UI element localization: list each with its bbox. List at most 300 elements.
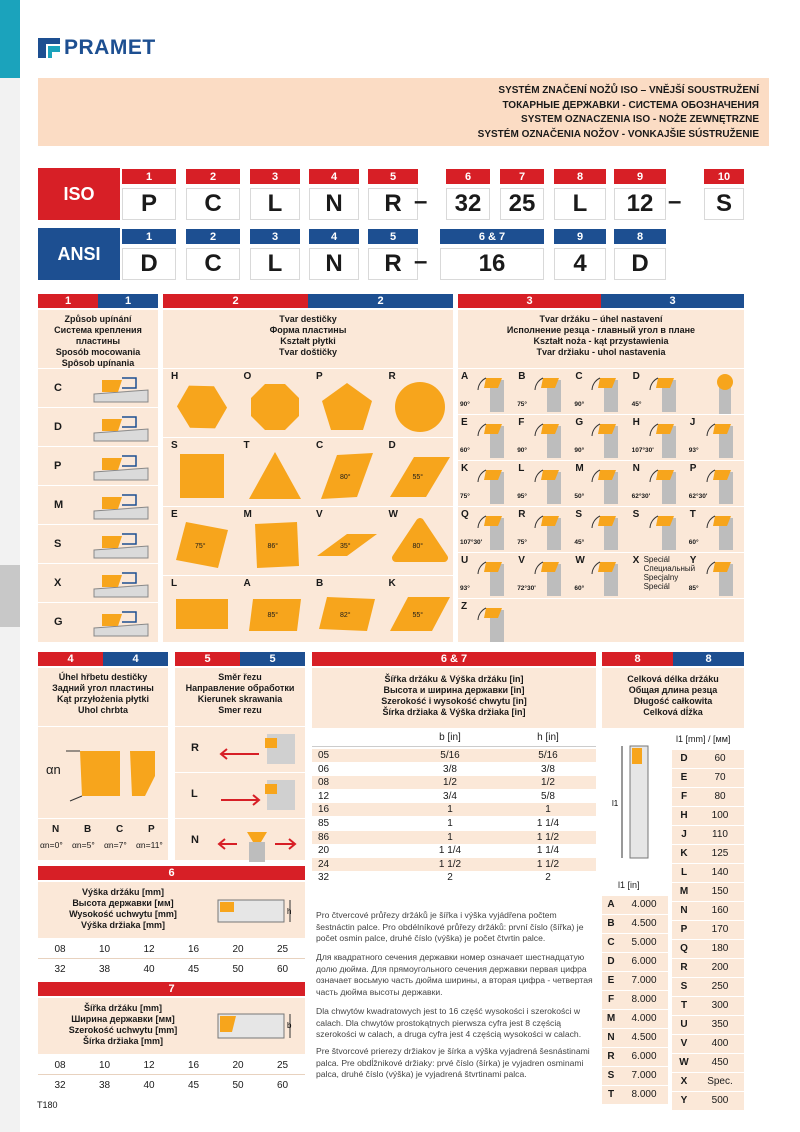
inch-b-20: 1 1/4 [438,845,462,857]
inch-b-05: 5/16 [440,750,460,761]
holder-style-angle-R: 75° [517,539,528,546]
holder-style-Y-icon [701,556,741,596]
ansi-code-6: 16 [440,248,544,280]
s6-value-25: 60 [276,964,289,975]
iso-num-4: 4 [309,169,359,184]
ansi-dash: – [414,248,428,275]
inch-h-05: 5/16 [538,750,558,761]
clamp-X-icon [92,567,150,599]
s67-title-ru: Высота и ширина державки [in] [383,685,525,695]
insert-shape-P-icon [316,380,378,434]
insert-shape-code-M: M [243,509,252,520]
length-in-code-C: C [607,937,615,948]
inch-b-85: 1 [447,818,453,829]
section-4-iso-num: 4 [38,652,103,666]
s1-title-cz: Způsob upínání [64,314,132,324]
inch-b-06: 3/8 [443,763,457,775]
iso-num-5: 5 [368,169,418,184]
holder-style-M-icon [586,464,626,504]
insert-shape-angle-C: 80° [340,474,351,481]
section-7-header [38,982,305,996]
holder-style-T-icon [701,510,741,550]
inch-h-06: 3/8 [541,763,555,775]
s6-code-16: 16 [187,944,200,955]
section-5-header [175,652,305,666]
length-in-code-S: S [607,1070,615,1081]
length-in-code-A: A [607,899,615,910]
title-sk: SYSTÉM OZNAČENIA NOŽOV - VONKAJŠIE SÚSTRUŽENIE [477,128,759,140]
holder-style-code-U: U [461,555,469,566]
section-4-panel [38,668,168,860]
length-in-value-E: 7.000 [631,975,657,986]
holder-style-angle-G: 90° [574,447,585,454]
section-5-panel [175,668,305,860]
length-mm-value-D: 60 [714,753,726,764]
holder-style-U-icon [472,556,512,596]
iso-num-3: 3 [250,169,300,184]
section-4-ansi-num: 4 [103,652,168,666]
cut-direction-code-L: L [191,788,198,800]
s7-value-16: 45 [187,1080,200,1091]
section-2-iso-num: 2 [163,294,308,308]
length-in-value-N: 4.500 [631,1032,657,1043]
length-mm-value-H: 100 [711,810,729,821]
inch-code-08: 08 [318,777,330,789]
holder-style-angle-U: 93° [460,585,470,592]
s67-title-pl: Szerokość i wysokość chwytu [in] [381,696,527,706]
inch-h-24: 1 1/2 [536,858,560,870]
section-1-header [38,294,158,308]
brand-name: PRAMET [64,36,156,59]
iso-code-3: L [250,188,300,220]
inch-h-20: 1 1/4 [536,845,560,857]
holder-style-code-W: W [575,555,585,566]
title-cz: SYSTÉM ZNAČENÍ NOŽŮ ISO – VNĚJŠÍ SOUSTRUŽENÍ [498,85,759,96]
holder-style-code-S-2: S [632,509,640,520]
ansi-num-4: 4 [309,229,359,244]
s6-code-12: 12 [143,944,155,955]
iso-num-2: 2 [186,169,240,184]
s4-title-pl: Kąt przyłożenia płytki [56,694,150,704]
s6-title-cz: Výška držáku [mm] [81,887,165,897]
inch-b-86: 1 [447,831,453,843]
s8-title-cz: Celková délka držáku [627,674,719,684]
insert-shape-code-H: H [171,371,179,382]
length-mm-code-R: R [680,962,688,973]
holder-style-K-icon [472,464,512,504]
s7-code-16: 16 [187,1060,200,1071]
clearance-angle-P: αn=11° [136,840,163,850]
holder-style-S-icon [586,510,626,550]
insert-shape-code-A: A [243,578,251,589]
holder-style-code-P: P [689,463,697,474]
holder-length-figure [602,732,672,872]
length-mm-code-Q: Q [680,943,688,954]
insert-shape-T-icon [244,449,306,503]
pramet-logo-icon [38,38,60,58]
holder-style-code-Z: Z [461,601,468,612]
ansi-code-1: D [122,248,176,280]
holder-style-round-icon [711,372,741,414]
clamp-S-icon [92,528,150,560]
s3-title-cz: Tvar držáku – úhel nastavení [539,314,663,324]
inch-b-12: 3/4 [443,790,457,802]
insert-shape-code-T: T [243,440,250,451]
length-mm-value-T: 300 [711,1000,729,1011]
s6-value-16: 45 [187,964,200,975]
length-mm-value-K: 125 [711,848,729,859]
holder-style-angle-J: 93° [688,447,699,454]
iso-num-9: 9 [614,169,666,184]
clearance-angle-icon [60,746,160,806]
s3-title-ru: Исполнение резца - главный угол в плане [506,325,696,335]
insert-shape-code-W: W [388,509,398,520]
holder-style-C-icon [586,372,626,412]
holder-style-angle-C: 90° [574,401,585,408]
s8-title-ru: Общая длина резца [628,685,718,695]
s1-title-pl: Sposób mocowania [55,347,141,357]
insert-shape-R-icon [389,380,451,434]
l1-in-header: l1 [in] [618,880,640,890]
holder-style-J-icon [701,418,741,458]
holder-style-angle-H: 107°30' [631,447,654,454]
clearance-code-C: C [116,824,124,835]
insert-shape-angle-M: 86° [267,543,279,550]
iso-code-8: L [554,188,606,220]
side-tab-accent [0,0,20,78]
title-ru: ТОКАРНЫЕ ДЕРЖАВКИ - СИСТЕМА ОБОЗНАЧЕНИЯ [502,99,759,111]
insert-shape-O-icon [244,380,306,434]
clamp-code-C: C [54,382,62,394]
s7-title-ru: Ширина державки [мм] [71,1014,175,1024]
ansi-num-5: 5 [368,229,418,244]
holder-style-angle-T: 60° [688,539,699,546]
s5-title-ru: Направление обработки [185,683,295,693]
section-8-iso-num: 8 [602,652,673,666]
s8-title-pl: Długość całkowita [633,696,713,706]
section-3-iso-num: 3 [458,294,601,308]
inch-h-32: 2 [545,872,551,884]
holder-style-code-L: L [518,463,525,474]
ansi-num-3: 3 [250,229,300,244]
holder-style-G-icon [586,418,626,458]
s1-title-sk: Spôsob upínania [61,358,135,368]
side-tab-strip [0,0,20,1132]
length-mm-value-W: 450 [711,1057,729,1068]
insert-shape-code-C: C [316,440,324,451]
s7-code-08: 08 [54,1060,66,1071]
holder-style-D-icon [644,372,684,412]
length-mm-value-P: 170 [711,924,729,935]
s6-value-20: 50 [232,964,244,975]
holder-style-angle-L: 95° [517,493,528,500]
s3-title-pl: Kształt noża - kąt przystawienia [533,336,669,346]
inch-h-16: 1 [545,804,551,816]
length-in-value-T: 8.000 [631,1089,657,1100]
section-67-header [312,652,596,666]
iso-code-4: N [309,188,359,220]
holder-style-angle-A: 90° [460,401,470,408]
holder-style-code-S: S [575,509,583,520]
section-4-header [38,652,168,666]
clamp-code-P: P [54,460,62,472]
iso-code-6: 32 [446,188,490,220]
length-in-value-C: 5.000 [631,937,657,948]
length-mm-code-P: P [680,924,688,935]
s5-title-pl: Kierunek skrawania [197,694,283,704]
s7-value-25: 60 [276,1080,289,1091]
holder-style-angle-S: 45° [574,539,585,546]
s4-title-cz: Úhel hřbetu destičky [58,672,148,682]
length-mm-code-T: T [680,1000,688,1011]
clamp-P-icon [92,450,150,482]
holder-style-code-D: D [632,371,640,382]
insert-shape-angle-K: 55° [412,612,424,619]
inch-col-h: h [in] [537,732,559,743]
s6-title-pl: Wysokość uchwytu [mm] [69,909,177,919]
length-mm-value-Y: 500 [711,1095,729,1106]
clamp-G-icon [92,606,150,638]
section-7-num: 7 [38,982,305,996]
holder-width-icon [216,1006,296,1046]
holder-style-angle-Q: 107°30' [460,539,483,546]
s7-title-sk: Šírka držiaka [mm] [82,1036,164,1046]
iso-code-7: 25 [500,188,544,220]
holder-style-code-Q: Q [461,509,469,520]
holder-style-code-A: A [461,371,469,382]
length-mm-code-J: J [681,829,687,840]
insert-shape-code-B: B [316,578,324,589]
iso-label: ISO [38,168,120,220]
iso-code-10: S [704,188,744,220]
title-box [38,78,769,146]
section-67-panel [312,668,596,728]
s7-code-12: 12 [143,1060,155,1071]
length-mm-code-L: L [680,867,688,878]
iso-dash-2: – [668,188,682,215]
holder-style-B-icon [529,372,569,412]
ansi-code-8: D [614,248,666,280]
length-mm-code-W: W [679,1057,689,1068]
inch-note-2: Dla chwytów kwadratowych jest to 16 część wysokości i szerokości w calach. Dla chwytów prostokątnych pierwsza cyfra jest 8 częścią szerokości w calach, a druga cyfra jest 4 częścią wysokości w calach. [316,1006,582,1039]
length-mm-value-L: 140 [711,867,729,878]
ansi-num-2: 2 [186,229,240,244]
clamp-code-S: S [54,538,62,550]
length-in-value-B: 4.500 [631,918,657,929]
holder-style-angle-N: 62°30' [631,493,651,500]
holder-style-angle-D: 45° [631,401,642,408]
insert-shape-code-O: O [243,371,252,382]
iso-num-7: 7 [500,169,544,184]
inch-b-16: 1 [447,804,453,816]
inch-code-12: 12 [318,790,330,802]
clearance-code-B: B [84,824,92,835]
section-1-iso-num: 1 [38,294,98,308]
length-mm-value-N: 160 [711,905,729,916]
holder-style-code-T: T [689,509,696,520]
inch-h-08: 1/2 [541,777,555,789]
s6-code-10: 10 [98,944,111,955]
length-mm-code-U: U [680,1019,688,1030]
holder-style-S-icon [644,510,684,550]
ansi-code-5: R [368,248,418,280]
s8-title-sk: Celková dĺžka [643,707,703,717]
s6-code-25: 25 [276,944,289,955]
section-6-num: 6 [38,866,305,880]
section-3-header [458,294,744,308]
insert-shape-L-icon [171,587,233,641]
length-in-value-A: 4.000 [631,899,657,910]
iso-code-2: C [186,188,240,220]
s7-title-cz: Šířka držáku [mm] [83,1003,163,1013]
length-mm-value-M: 150 [711,886,729,897]
s7-title-pl: Szerokość uchwytu [mm] [68,1025,178,1035]
s6-value-12: 40 [143,964,155,975]
length-mm-value-X: Spec. [707,1076,733,1087]
inch-note-0: Pro čtvercové průřezy držáků je šířka i výška vyjádřena počtem šestnáctin palce. Pro obdélníkové průřezy držáků: první číslo (šířka) je počet osmin palce, druhé číslo (výška) je počet čtvrtin palce. [316,910,584,943]
length-mm-value-E: 70 [714,772,726,783]
length-mm-code-F: F [680,791,688,802]
length-in-value-R: 6.000 [631,1051,657,1062]
s2-title-pl: Kształt płytki [280,336,336,346]
length-mm-value-F: 80 [714,791,726,802]
holder-style-angle-F: 90° [517,447,528,454]
clearance-angle-C: αn=7° [104,840,127,850]
section-3-panel [458,310,744,642]
s67-title-sk: Šírka držiaka & Výška držiaka [in] [382,707,526,717]
holder-style-R-icon [529,510,569,550]
length-mm-code-M: M [679,886,689,897]
section-67-num: 6 & 7 [312,652,596,666]
length-in-code-M: M [606,1013,616,1024]
clamp-code-M: M [54,499,64,511]
insert-shape-code-L: L [171,578,178,589]
page-number: T180 [37,1100,58,1110]
s6-code-20: 20 [232,944,244,955]
insert-shape-code-R: R [388,371,396,382]
inch-code-20: 20 [318,845,330,857]
iso-dash-1: – [414,188,428,215]
inch-h-12: 5/8 [541,790,555,802]
length-in-code-F: F [607,994,615,1005]
length-mm-value-J: 110 [712,829,728,840]
s2-title-ru: Форма пластины [269,325,347,335]
x-special-0: Speciál [643,555,670,564]
ansi-code-3: L [250,248,300,280]
s7-value-20: 50 [232,1080,244,1091]
ansi-num-6: 6 & 7 [440,229,544,244]
s7-code-25: 25 [276,1060,289,1071]
holder-style-code-B: B [518,371,526,382]
section-6-panel [38,882,305,938]
x-special-3: Speciál [643,582,670,591]
cut-direction-L-icon [215,776,299,816]
length-mm-code-D: D [680,753,688,764]
s6-code-08: 08 [54,944,66,955]
length-in-value-D: 6.000 [631,956,657,967]
clamp-code-D: D [54,421,62,433]
section-8-header [602,652,744,666]
section-5-iso-num: 5 [175,652,240,666]
inch-code-86: 86 [318,831,330,843]
title-pl: SYSTEM OZNACZENIA ISO - NOŻE ZEWNĘTRZNE [521,114,759,125]
insert-shape-angle-B: 82° [340,612,351,619]
ansi-num-8: 8 [614,229,666,244]
insert-shape-S-icon [171,449,233,503]
holder-style-code-R: R [518,509,526,520]
inch-code-32: 32 [318,872,330,884]
iso-num-10: 10 [704,169,744,184]
holder-style-x-special [644,555,694,591]
section-3-ansi-num: 3 [601,294,744,308]
insert-shape-angle-V: 35° [340,543,351,550]
s3-title-sk: Tvar držiaku - uhol nastavenia [536,347,666,357]
holder-height-icon [216,894,296,928]
clearance-angle-N: αn=0° [40,840,63,850]
inch-b-32: 2 [447,872,453,884]
s2-title-cz: Tvar destičky [279,314,337,324]
section-1-panel [38,310,158,642]
length-mm-code-V: V [680,1038,688,1049]
holder-style-code-F: F [518,417,525,428]
insert-shape-code-E: E [171,509,178,520]
length-in-code-T: T [607,1089,615,1100]
holder-style-F-icon [529,418,569,458]
inch-note-3: Pre štvorcové prierezy držiakov je šírka a výška vyjadrená šesnástinami palca. Pre obdĺžnikové držiaky: prvé číslo (šírka) je vyjadren osminami palca, druhé číslo (výška) je vyjadrená štvrtinami palca. [316,1046,590,1079]
holder-style-angle-Y: 85° [688,585,699,592]
iso-code-9: 12 [614,188,666,220]
s67-title-cz: Šířka držáku & Výška držáku [in] [384,674,524,684]
holder-style-code-J: J [689,417,696,428]
holder-style-angle-P: 62°30' [688,493,708,500]
ansi-code-2: C [186,248,240,280]
cut-direction-R-icon [215,730,299,770]
ansi-num-7: 9 [554,229,606,244]
length-mm-value-U: 350 [711,1019,729,1030]
s6-value-08: 32 [54,964,66,975]
iso-code-1: P [122,188,176,220]
holder-style-code-C: C [575,371,583,382]
inch-code-05: 05 [318,750,330,761]
length-mm-code-N: N [680,905,688,916]
iso-num-6: 6 [446,169,490,184]
iso-num-8: 8 [554,169,606,184]
holder-style-E-icon [472,418,512,458]
inch-b-24: 1 1/2 [438,858,462,870]
clearance-code-N: N [52,824,60,835]
length-mm-value-V: 400 [711,1038,729,1049]
holder-style-L-icon [529,464,569,504]
side-tab-marker [0,565,20,627]
clamp-D-icon [92,411,150,443]
length-mm-code-S: S [680,981,688,992]
iso-code-5: R [368,188,418,220]
cut-direction-code-N: N [191,834,199,846]
s7-code-10: 10 [98,1060,111,1071]
s7-value-08: 32 [54,1080,66,1091]
holder-style-code-K: K [461,463,469,474]
holder-length-icon [602,732,672,872]
inch-code-85: 85 [318,818,330,829]
holder-width-dim: b [287,1021,292,1030]
length-mm-code-K: K [680,848,688,859]
section-2-header [163,294,453,308]
s7-value-12: 40 [143,1080,155,1091]
s1-title-ru: Система крепления пластины [54,325,142,346]
holder-style-angle-B: 75° [517,401,528,408]
length-in-code-E: E [607,975,615,986]
length-mm-value-S: 250 [711,981,729,992]
